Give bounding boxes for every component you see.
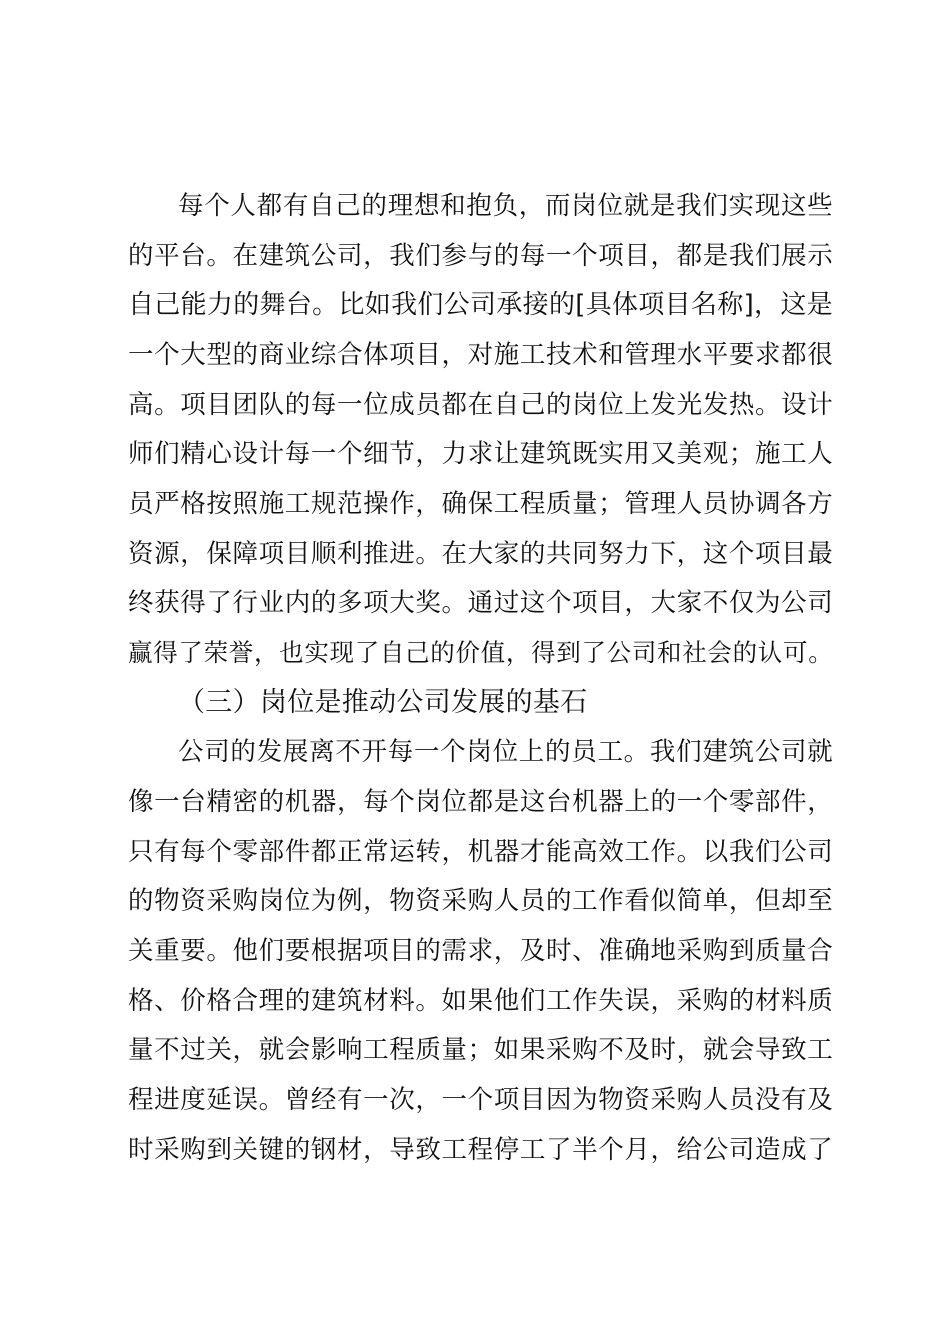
paragraph-line: 的物资采购岗位为例，物资采购人员的工作看似简单，但却至 <box>128 886 833 916</box>
paragraph-line: 的平台。在建筑公司，我们参与的每一个项目，都是我们展示 <box>128 241 833 271</box>
paragraph-line: 一个大型的商业综合体项目，对施工技术和管理水平要求都很 <box>128 340 833 370</box>
paragraph-line: 关重要。他们要根据项目的需求，及时、准确地采购到质量合 <box>128 936 833 966</box>
paragraph-line: 像一台精密的机器，每个岗位都是这台机器上的一个零部件， <box>128 787 833 817</box>
paragraph-line: 赢得了荣誉，也实现了自己的价值，得到了公司和社会的认可。 <box>128 638 833 667</box>
paragraph-line: 公司的发展离不开每一个岗位上的员工。我们建筑公司就 <box>178 737 833 767</box>
paragraph-line: 量不过关，就会影响工程质量；如果采购不及时，就会导致工 <box>128 1035 833 1065</box>
paragraph-line: 终获得了行业内的多项大奖。通过这个项目，大家不仅为公司 <box>128 588 833 618</box>
paragraph-line: 自己能力的舞台。比如我们公司承接的[具体项目名称]，这是 <box>128 290 833 320</box>
paragraph-line: 只有每个零部件都正常运转，机器才能高效工作。以我们公司 <box>128 837 833 867</box>
paragraph-line: 程进度延误。曾经有一次，一个项目因为物资采购人员没有及 <box>128 1085 833 1115</box>
section-heading: （三）岗位是推动公司发展的基石 <box>178 687 588 718</box>
paragraph-line: 时采购到关键的钢材，导致工程停工了半个月，给公司造成了 <box>128 1135 833 1165</box>
paragraph-line: 员严格按照施工规范操作，确保工程质量；管理人员协调各方 <box>128 489 833 519</box>
paragraph-line: 每个人都有自己的理想和抱负，而岗位就是我们实现这些 <box>178 191 833 221</box>
paragraph-line: 师们精心设计每一个细节，力求让建筑既实用又美观；施工人 <box>128 439 833 469</box>
paragraph-line: 格、价格合理的建筑材料。如果他们工作失误，采购的材料质 <box>128 986 833 1016</box>
paragraph-line: 高。项目团队的每一位成员都在自己的岗位上发光发热。设计 <box>128 390 833 420</box>
paragraph-line: 资源，保障项目顺利推进。在大家的共同努力下，这个项目最 <box>128 539 833 569</box>
